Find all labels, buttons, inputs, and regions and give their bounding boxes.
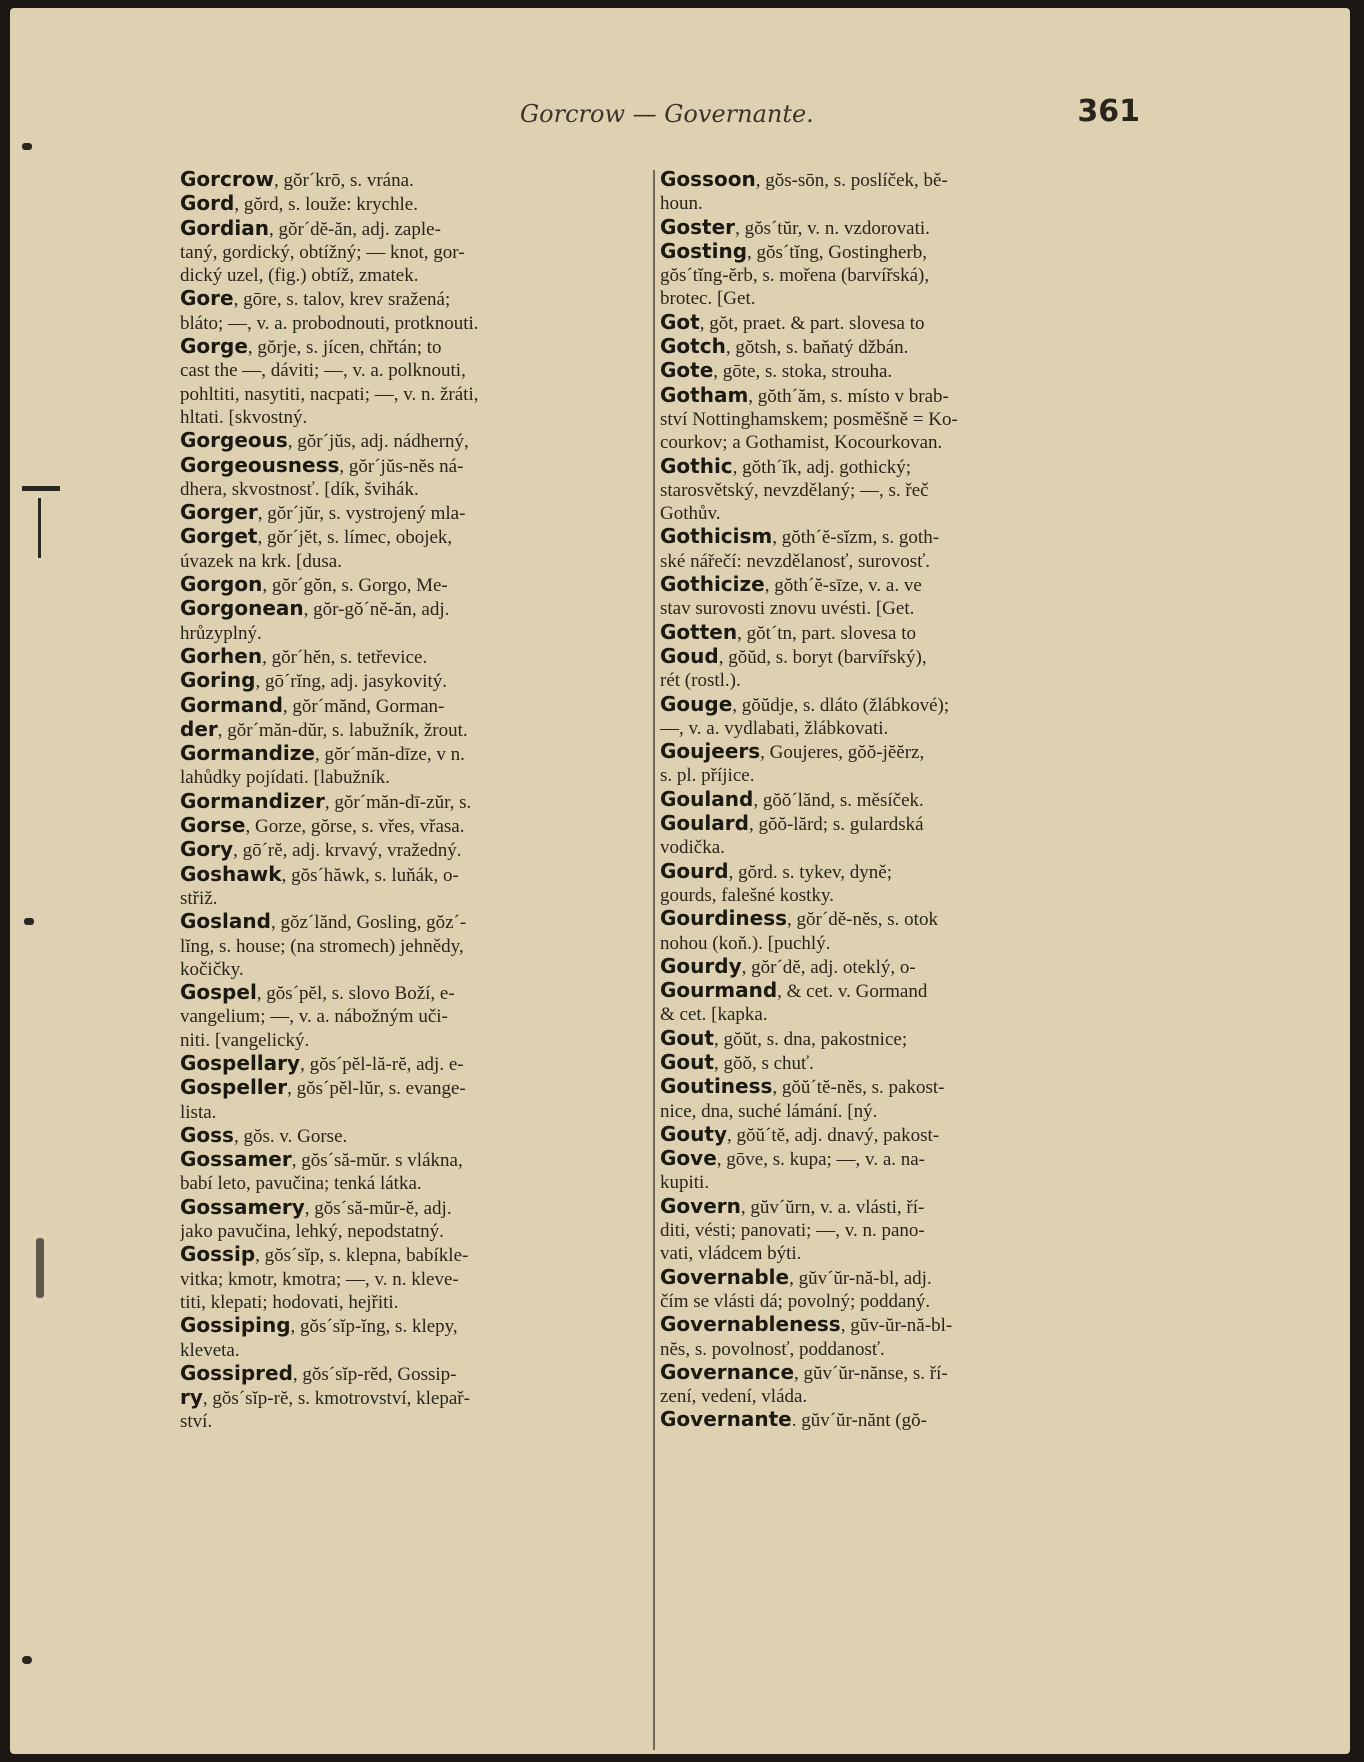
- entry-text: lahůdky pojídati. [labužník.: [180, 767, 391, 789]
- dictionary-line: [180, 1196, 650, 1220]
- headword: Gossamery: [180, 1195, 305, 1219]
- headword: Govern: [660, 1194, 741, 1218]
- dictionary-line: [660, 479, 1130, 502]
- entry-text: , gōte, s. stoka, strouha.: [713, 361, 893, 383]
- headword: Gote: [660, 359, 714, 383]
- entry-text: , gŏrd, s. louže: krychle.: [234, 194, 418, 216]
- dictionary-line: [180, 622, 650, 645]
- dictionary-line: [180, 597, 650, 621]
- headword: Gothicize: [660, 573, 765, 597]
- entry-text: , gŏs´sĭp, s. klepna, babíkle-: [255, 1245, 469, 1267]
- headword: Got: [660, 310, 700, 334]
- entry-text: vangelium; —, v. a. nábožným uči-: [180, 1006, 448, 1028]
- dictionary-line: [180, 1148, 650, 1172]
- dictionary-line: [660, 597, 1130, 620]
- entry-text: , & cet. v. Gormand: [777, 981, 928, 1003]
- dictionary-line: [180, 1172, 650, 1195]
- headword: Gouland: [660, 787, 754, 811]
- entry-text: , gŏr´măn-dŭr, s. labužník, žrout.: [217, 719, 468, 741]
- headword: Gourdiness: [660, 907, 788, 931]
- entry-text: , gŏr´măn-dī-zŭr, s.: [324, 791, 472, 813]
- dictionary-line: [180, 454, 650, 478]
- dictionary-line: [660, 455, 1130, 479]
- dictionary-line: [660, 431, 1130, 454]
- entry-text: nĕs, s. povolnosť, poddanosť.: [660, 1338, 885, 1360]
- dictionary-line: [180, 1314, 650, 1338]
- headword: Goutiness: [660, 1075, 773, 1099]
- headword: Goujeers: [660, 740, 761, 764]
- entry-text: , gŏs´sĭp-rĕd, Gossip-: [292, 1363, 457, 1385]
- dictionary-line: [660, 168, 1130, 192]
- dictionary-line: [660, 860, 1130, 884]
- entry-text: kupiti.: [660, 1172, 710, 1194]
- headword: Gossipred: [180, 1361, 293, 1385]
- entry-text: střiž.: [180, 887, 218, 909]
- dictionary-line: [180, 1052, 650, 1076]
- entry-text: nice, dna, suché lámání. [ný.: [660, 1100, 878, 1122]
- entry-text: . gŭv´ŭr-nănt (gŏ-: [791, 1410, 927, 1432]
- headword: der: [180, 717, 218, 741]
- headword: Gordian: [180, 216, 269, 240]
- dictionary-line: [660, 384, 1130, 408]
- dictionary-line: [180, 742, 650, 766]
- dictionary-line: [180, 694, 650, 718]
- dictionary-line: [180, 192, 650, 216]
- headword: Gorcrow: [180, 168, 274, 191]
- dictionary-line: [180, 669, 650, 693]
- headword: Gorhen: [180, 644, 263, 668]
- dictionary-line: [180, 406, 650, 429]
- entry-text: , gŏs´sĭp-ĭng, s. klepy,: [290, 1316, 458, 1338]
- dictionary-line: [180, 1124, 650, 1148]
- dictionary-line: [660, 311, 1130, 335]
- dictionary-line: [660, 884, 1130, 907]
- dictionary-line: [660, 979, 1130, 1003]
- right-column: [660, 168, 1130, 1433]
- dictionary-line: [660, 1385, 1130, 1408]
- entry-text: , gō´rĕ, adj. krvavý, vražedný.: [233, 840, 462, 862]
- entry-text: s. pl. příjice.: [660, 765, 755, 787]
- dictionary-line: [180, 814, 650, 838]
- entry-text: dický uzel, (fig.) obtíž, zmatek.: [180, 265, 419, 287]
- entry-text: diti, vésti; panovati; —, v. n. pano-: [660, 1220, 925, 1242]
- dictionary-line: [180, 335, 650, 359]
- dictionary-line: [660, 550, 1130, 573]
- binding-mark: [22, 486, 60, 491]
- entry-text: nohou (koň.). [puchlý.: [660, 932, 831, 954]
- entry-text: vitka; kmotr, kmotra; —, v. n. kleve-: [180, 1268, 459, 1290]
- headword: Gorge: [180, 335, 248, 359]
- entry-text: , gŏr´gŏn, s. Gorgo, Me-: [262, 575, 448, 597]
- entry-text: zení, vedení, vláda.: [660, 1386, 808, 1408]
- headword: Gord: [180, 192, 235, 216]
- running-head: Gorcrow — Governante.: [520, 100, 814, 128]
- headword: Goss: [180, 1123, 234, 1147]
- entry-text: , gŏs´pĕl, s. slovo Boží, e-: [256, 983, 455, 1005]
- entry-text: taný, gordický, obtížný; — knot, gor-: [180, 241, 465, 263]
- entry-text: čím se vlásti dá; povolný; poddaný.: [660, 1290, 931, 1312]
- entry-text: , gŭv´ŭrn, v. a. vlásti, ří-: [740, 1196, 925, 1218]
- entry-text: , gŏr´mănd, Gorman-: [282, 695, 445, 717]
- entry-text: gourds, falešné kostky.: [660, 884, 834, 906]
- dictionary-line: [660, 812, 1130, 836]
- dictionary-line: [660, 1195, 1130, 1219]
- dictionary-page: [10, 8, 1350, 1754]
- dictionary-line: [660, 264, 1130, 287]
- dictionary-line: [660, 1266, 1130, 1290]
- headword: Goring: [180, 669, 256, 693]
- entry-text: ství.: [180, 1411, 213, 1433]
- dictionary-line: [660, 1027, 1130, 1051]
- headword: Gothicism: [660, 525, 773, 549]
- headword: Governableness: [660, 1313, 841, 1337]
- dictionary-line: [660, 955, 1130, 979]
- headword: Gory: [180, 838, 234, 862]
- entry-text: , Gorze, gŏrse, s. vřes, vřasa.: [245, 816, 465, 838]
- entry-text: , gōve, s. kupa; —, v. a. na-: [716, 1149, 926, 1171]
- binding-mark: [22, 143, 32, 150]
- entry-text: niti. [vangelický.: [180, 1029, 310, 1051]
- dictionary-line: [660, 1290, 1130, 1313]
- entry-text: , gŏŏ´lănd, s. měsíček.: [753, 789, 924, 811]
- dictionary-line: [660, 907, 1130, 931]
- entry-text: , gŏs´sĭp-rĕ, s. kmotrovství, klepař-: [202, 1388, 470, 1410]
- entry-text: rét (rostl.).: [660, 670, 741, 692]
- dictionary-line: [180, 958, 650, 981]
- headword: Gorget: [180, 525, 258, 549]
- dictionary-line: [660, 621, 1130, 645]
- dictionary-line: [180, 790, 650, 814]
- dictionary-line: [180, 863, 650, 887]
- dictionary-line: [660, 359, 1130, 383]
- entry-text: , gō´rĭng, adj. jasykovitý.: [255, 671, 447, 693]
- dictionary-line: [660, 1171, 1130, 1194]
- entry-text: vati, vládcem býti.: [660, 1243, 802, 1265]
- dictionary-line: [660, 573, 1130, 597]
- dictionary-line: [180, 1362, 650, 1386]
- entry-text: , gŏr´dĕ-ăn, adj. zaple-: [268, 218, 441, 240]
- dictionary-line: [180, 429, 650, 453]
- entry-text: , gŏtsh, s. baňatý džbán.: [725, 337, 909, 359]
- dictionary-line: [660, 1147, 1130, 1171]
- dictionary-line: [660, 408, 1130, 431]
- entry-text: , gŏth´ĕ-sĭzm, s. goth-: [772, 527, 940, 549]
- binding-mark: [22, 1656, 32, 1664]
- entry-text: , gŏt´tn, part. slovesa to: [737, 622, 916, 644]
- entry-text: , gŏz´lănd, Gosling, gŏz´-: [270, 912, 467, 934]
- entry-text: brotec. [Get.: [660, 288, 756, 310]
- entry-text: hrůzyplný.: [180, 622, 262, 644]
- headword: Gorse: [180, 814, 246, 838]
- headword: Gormand: [180, 693, 283, 717]
- entry-text: gŏs´tĭng-ĕrb, s. mořena (barvířská),: [660, 265, 930, 287]
- dictionary-line: [180, 1291, 650, 1314]
- dictionary-line: [180, 935, 650, 958]
- entry-text: , gōre, s. talov, krev sražená;: [233, 289, 451, 311]
- entry-text: , gŏs´să-mŭr-ĕ, adj.: [304, 1197, 452, 1219]
- dictionary-line: [180, 525, 650, 549]
- headword: Gormandizer: [180, 789, 325, 813]
- entry-text: —, v. a. vydlabati, žlábkovati.: [660, 717, 889, 739]
- entry-text: , gŏs´pĕl-lă-rĕ, adj. e-: [300, 1053, 464, 1075]
- dictionary-line: [660, 287, 1130, 310]
- dictionary-line: [660, 335, 1130, 359]
- dictionary-line: [180, 1029, 650, 1052]
- entry-text: , gŏr´jĕt, s. límec, obojek,: [257, 527, 453, 549]
- dictionary-line: [180, 1005, 650, 1028]
- headword: Gout: [660, 1026, 714, 1050]
- headword: Gotch: [660, 335, 726, 359]
- headword: Gosting: [660, 239, 748, 263]
- entry-text: cast the —, dáviti; —, v. a. polknouti,: [180, 360, 466, 382]
- entry-text: , gŏŭ´tĕ-nĕs, s. pakost-: [772, 1077, 945, 1099]
- dictionary-line: [660, 693, 1130, 717]
- dictionary-line: [180, 1268, 650, 1291]
- headword: Gouge: [660, 692, 733, 716]
- entry-text: , gŭv-ŭr-nă-bl-: [840, 1315, 953, 1337]
- dictionary-line: [180, 217, 650, 241]
- headword: Governable: [660, 1265, 790, 1289]
- entry-text: , gŏŭt, s. dna, pakostnice;: [713, 1028, 908, 1050]
- dictionary-line: [180, 1076, 650, 1100]
- binding-mark: [38, 498, 41, 558]
- headword: Gout: [660, 1050, 714, 1074]
- entry-text: , gŏŏ, s chuť.: [713, 1052, 814, 1074]
- headword: Gorgeousness: [180, 453, 340, 477]
- dictionary-line: [660, 1219, 1130, 1242]
- entry-text: , gŏr´jŭs, adj. nádherný,: [287, 431, 469, 453]
- dictionary-line: [660, 192, 1130, 215]
- headword: Gospel: [180, 981, 257, 1005]
- entry-text: kleveta.: [180, 1339, 240, 1361]
- entry-text: ství Nottinghamskem; posměšně = Ko-: [660, 408, 958, 430]
- page-header: [520, 94, 1140, 140]
- entry-text: ské nářečí: nevzdělanosť, surovosť.: [660, 550, 931, 572]
- entry-text: úvazek na krk. [dusa.: [180, 550, 342, 572]
- headword: Gossamer: [180, 1148, 292, 1172]
- entry-text: pohltiti, nasytiti, nacpati; —, v. n. žráti,: [180, 383, 479, 405]
- entry-text: kočičky.: [180, 958, 244, 980]
- dictionary-line: [660, 1003, 1130, 1026]
- entry-text: starosvětský, nevzdělaný; —, s. řeč: [660, 479, 929, 501]
- headword: Governance: [660, 1360, 795, 1384]
- entry-text: courkov; a Gothamist, Kocourkovan.: [660, 432, 943, 454]
- entry-text: , gŏr´dĕ-nĕs, s. otok: [787, 909, 938, 931]
- dictionary-line: [180, 312, 650, 335]
- entry-text: , gŏr´măn-dīze, v n.: [314, 744, 465, 766]
- binding-mark: [36, 1238, 44, 1298]
- dictionary-line: [180, 359, 650, 382]
- entry-text: , gŏŏ-lărd; s. gulardská: [748, 814, 924, 836]
- dictionary-line: [660, 740, 1130, 764]
- dictionary-line: [180, 838, 650, 862]
- dictionary-line: [180, 550, 650, 573]
- entry-text: , gŏr´jŭr, s. vystrojený mla-: [257, 503, 466, 525]
- dictionary-line: [660, 1361, 1130, 1385]
- entry-text: bláto; —, v. a. probodnouti, protknouti.: [180, 312, 479, 334]
- entry-text: , gŏth´ĕ-sīze, v. a. ve: [764, 575, 922, 597]
- headword: Gorgon: [180, 573, 263, 597]
- entry-text: stav surovosti znovu uvésti. [Get.: [660, 598, 915, 620]
- dictionary-line: [660, 788, 1130, 812]
- dictionary-line: [660, 216, 1130, 240]
- entry-text: , gŏs´tĭng, Gostingherb,: [747, 241, 927, 263]
- headword: Gourmand: [660, 979, 778, 1003]
- headword: Gotten: [660, 620, 738, 644]
- entry-text: Gothův.: [660, 503, 721, 525]
- dictionary-line: [180, 887, 650, 910]
- headword: Gospeller: [180, 1076, 288, 1100]
- entry-text: lĭng, s. house; (na stromech) jehnědy,: [180, 935, 464, 957]
- entry-text: & cet. [kapka.: [660, 1004, 768, 1026]
- headword: Gormandize: [180, 742, 315, 766]
- entry-text: , gŏs´pĕl-lŭr, s. evange-: [287, 1078, 466, 1100]
- entry-text: , gŏs-sōn, s. poslíček, bě-: [755, 170, 948, 191]
- dictionary-line: [180, 766, 650, 789]
- entry-text: , gŏŭdje, s. dláto (žlábkové);: [732, 694, 950, 716]
- headword: Gorgonean: [180, 597, 304, 621]
- headword: Goshawk: [180, 862, 282, 886]
- entry-text: , gŏs´hăwk, s. luňák, o-: [281, 864, 459, 886]
- entry-text: , gŏr´jŭs-nĕs ná-: [339, 455, 464, 477]
- entry-text: jako pavučina, lehký, nepodstatný.: [180, 1221, 444, 1243]
- dictionary-line: [180, 645, 650, 669]
- headword: Gossoon: [660, 168, 756, 191]
- headword: Gossiping: [180, 1314, 291, 1338]
- dictionary-line: [180, 501, 650, 525]
- entry-text: , Goujeres, gŏŏ-jĕĕrz,: [760, 742, 925, 764]
- entry-text: titi, klepati; hodovati, hejřiti.: [180, 1291, 399, 1313]
- headword: Gosland: [180, 910, 271, 934]
- entry-text: , gŭv´ŭr-nănse, s. ří-: [794, 1362, 948, 1384]
- entry-text: , gŏr´hĕn, s. tetřevice.: [262, 646, 428, 668]
- headword: Gossip: [180, 1243, 256, 1267]
- dictionary-line: [660, 1051, 1130, 1075]
- headword: Goster: [660, 215, 736, 239]
- dictionary-line: [660, 1313, 1130, 1337]
- headword: Gospellary: [180, 1051, 301, 1075]
- page-number: 361: [1077, 94, 1140, 129]
- dictionary-line: [180, 287, 650, 311]
- headword: Governante: [660, 1408, 792, 1432]
- dictionary-line: [180, 241, 650, 264]
- headword: Gorger: [180, 501, 258, 525]
- headword: Goud: [660, 644, 719, 668]
- entry-text: , gŏŭd, s. boryt (barvířský),: [718, 646, 927, 668]
- dictionary-line: [660, 1338, 1130, 1361]
- headword: Gove: [660, 1147, 717, 1171]
- dictionary-line: [180, 1220, 650, 1243]
- dictionary-line: [180, 910, 650, 934]
- dictionary-line: [660, 764, 1130, 787]
- dictionary-line: [660, 1123, 1130, 1147]
- entry-text: houn.: [660, 193, 703, 215]
- headword: Gourdy: [660, 954, 742, 978]
- headword: Gouty: [660, 1122, 727, 1146]
- entry-text: , gŏth´ĭk, adj. gothický;: [732, 456, 912, 478]
- dictionary-line: [180, 1101, 650, 1124]
- binding-mark: [24, 918, 34, 925]
- dictionary-line: [660, 1408, 1130, 1432]
- entry-text: , gŏrd. s. tykev, dyně;: [728, 861, 892, 883]
- column-divider: [653, 170, 655, 1750]
- dictionary-line: [660, 932, 1130, 955]
- entry-text: , gŏŭ´tĕ, adj. dnavý, pakost-: [727, 1124, 940, 1146]
- dictionary-line: [660, 525, 1130, 549]
- dictionary-line: [660, 645, 1130, 669]
- dictionary-line: [180, 168, 650, 192]
- dictionary-line: [180, 718, 650, 742]
- headword: Gothic: [660, 454, 733, 478]
- entry-text: , gŏth´ăm, s. místo v brab-: [748, 385, 949, 407]
- entry-text: lista.: [180, 1101, 217, 1123]
- dictionary-line: [180, 1243, 650, 1267]
- entry-text: , gŏr-gŏ´nĕ-ăn, adj.: [303, 599, 450, 621]
- entry-text: babí leto, pavučina; tenká látka.: [180, 1173, 422, 1195]
- dictionary-line: [660, 836, 1130, 859]
- entry-text: , gŏrje, s. jícen, chřtán; to: [247, 337, 442, 359]
- entry-text: hltati. [skvostný.: [180, 406, 308, 428]
- dictionary-line: [180, 383, 650, 406]
- entry-text: , gŏs´tŭr, v. n. vzdorovati.: [735, 217, 930, 239]
- dictionary-line: [180, 1339, 650, 1362]
- dictionary-line: [180, 1410, 650, 1433]
- dictionary-line: [180, 264, 650, 287]
- entry-text: , gŏt, praet. & part. slovesa to: [699, 312, 925, 334]
- entry-text: , gŭv´ŭr-nă-bl, adj.: [789, 1267, 932, 1289]
- headword: Gotham: [660, 383, 749, 407]
- dictionary-line: [180, 573, 650, 597]
- dictionary-line: [660, 717, 1130, 740]
- dictionary-line: [660, 240, 1130, 264]
- entry-text: , gŏs´să-mŭr. s vlákna,: [291, 1150, 463, 1172]
- dictionary-line: [180, 1386, 650, 1410]
- dictionary-line: [180, 478, 650, 501]
- dictionary-line: [660, 1242, 1130, 1265]
- dictionary-line: [660, 1075, 1130, 1099]
- headword: ry: [180, 1386, 203, 1410]
- headword: Gourd: [660, 859, 729, 883]
- entry-text: , gŏr´dĕ, adj. oteklý, o-: [741, 956, 916, 978]
- entry-text: , gŏs. v. Gorse.: [233, 1125, 348, 1147]
- entry-text: dhera, skvostnosť. [dík, švihák.: [180, 478, 419, 500]
- entry-text: vodička.: [660, 837, 725, 859]
- dictionary-line: [660, 1100, 1130, 1123]
- dictionary-line: [660, 669, 1130, 692]
- dictionary-line: [180, 981, 650, 1005]
- entry-text: , gŏr´krō, s. vrána.: [273, 170, 414, 191]
- headword: Goulard: [660, 812, 749, 836]
- left-column: [180, 168, 650, 1434]
- dictionary-line: [660, 502, 1130, 525]
- headword: Gore: [180, 287, 234, 311]
- headword: Gorgeous: [180, 429, 288, 453]
